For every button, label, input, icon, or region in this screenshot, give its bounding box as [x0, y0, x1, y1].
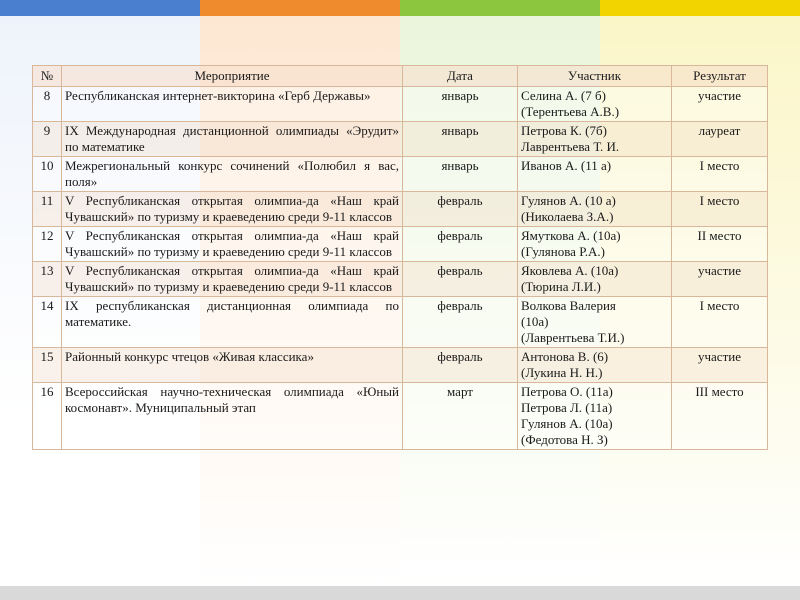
row-number: 11: [33, 192, 62, 227]
band-yellow: [600, 0, 800, 16]
header-number: №: [33, 66, 62, 87]
participant-line: Иванов А. (11 а): [521, 158, 612, 173]
band-green: [400, 0, 600, 16]
table-row: [33, 262, 768, 297]
row-date: январь: [403, 157, 518, 192]
row-event: IX республиканская дистанционная олимпиада по математике.: [62, 297, 403, 348]
row-event: V Республиканская открытая олимпиа-да «Наш край Чувашский» по туризму и краеведению среди 9-11 классов: [62, 262, 403, 297]
table-row: [33, 87, 768, 122]
top-color-band: [0, 0, 800, 16]
table-row: [33, 297, 768, 348]
row-event: V Республиканская открытая олимпиа-да «Наш край Чувашский» по туризму и краеведению среди 9-11 классов: [62, 192, 403, 227]
row-result: лауреат: [672, 122, 768, 157]
table-row: [33, 122, 768, 157]
bottom-bar: [0, 586, 800, 600]
row-number: 9: [33, 122, 62, 157]
table-row: [33, 227, 768, 262]
row-event: Межрегиональный конкурс сочинений «Полюбил я вас, поля»: [62, 157, 403, 192]
row-number: 13: [33, 262, 62, 297]
participant-line: Гулянов А. (10а): [521, 416, 613, 431]
row-participants: [518, 297, 672, 348]
row-result: участие: [672, 87, 768, 122]
band-orange: [200, 0, 400, 16]
participant-line: (Тюрина Л.И.): [521, 279, 601, 294]
header-date: Дата: [403, 66, 518, 87]
events-table: [32, 65, 768, 450]
row-event: Республиканская интернет-викторина «Герб Державы»: [62, 87, 403, 122]
row-number: 14: [33, 297, 62, 348]
participant-line: (Лаврентьева Т.И.): [521, 330, 625, 345]
row-number: 10: [33, 157, 62, 192]
participant-line: (Терентьева А.В.): [521, 104, 620, 119]
participant-line: Антонова В. (6): [521, 349, 609, 364]
row-date: февраль: [403, 192, 518, 227]
participant-line: Петрова О. (11а): [521, 384, 613, 399]
row-result: участие: [672, 262, 768, 297]
band-blue: [0, 0, 200, 16]
row-participants: [518, 383, 672, 450]
participant-line: (Лукина Н. Н.): [521, 365, 603, 380]
participant-line: Ямуткова А. (10а): [521, 228, 621, 243]
table-header-row: [33, 66, 768, 87]
row-date: февраль: [403, 297, 518, 348]
participant-line: Яковлева А. (10а): [521, 263, 619, 278]
row-date: февраль: [403, 262, 518, 297]
participant-line: (Николаева З.А.): [521, 209, 614, 224]
row-event: V Республиканская открытая олимпиа-да «Наш край Чувашский» по туризму и краеведению среди 9-11 классов: [62, 227, 403, 262]
participant-line: Лаврентьева Т. И.: [521, 139, 620, 154]
table-row: [33, 157, 768, 192]
row-participants: [518, 157, 672, 192]
row-event: Районный конкурс чтецов «Живая классика»: [62, 348, 403, 383]
participant-line: Петрова К. (7б): [521, 123, 607, 138]
row-number: 16: [33, 383, 62, 450]
row-result: участие: [672, 348, 768, 383]
header-participant: Участник: [518, 66, 672, 87]
row-participants: [518, 122, 672, 157]
participant-line: Селина А. (7 б): [521, 88, 606, 103]
row-event: Всероссийская научно-техническая олимпиада «Юный космонавт». Муниципальный этап: [62, 383, 403, 450]
row-participants: [518, 227, 672, 262]
header-event: Мероприятие: [62, 66, 403, 87]
row-date: февраль: [403, 348, 518, 383]
table-row: [33, 348, 768, 383]
row-number: 12: [33, 227, 62, 262]
row-result: I место: [672, 297, 768, 348]
row-participants: [518, 262, 672, 297]
table-body: [33, 87, 768, 450]
participant-line: Петрова Л. (11а): [521, 400, 613, 415]
row-result: II место: [672, 227, 768, 262]
row-date: март: [403, 383, 518, 450]
row-event: IX Международная дистанционной олимпиады «Эрудит» по математике: [62, 122, 403, 157]
row-participants: [518, 87, 672, 122]
table-row: [33, 192, 768, 227]
header-result: Результат: [672, 66, 768, 87]
row-result: III место: [672, 383, 768, 450]
row-result: I место: [672, 157, 768, 192]
row-date: январь: [403, 122, 518, 157]
row-number: 15: [33, 348, 62, 383]
table-row: [33, 383, 768, 450]
row-date: январь: [403, 87, 518, 122]
row-date: февраль: [403, 227, 518, 262]
row-result: I место: [672, 192, 768, 227]
participant-line: (Гулянова Р.А.): [521, 244, 606, 259]
participant-line: (Федотова Н. З): [521, 432, 608, 447]
row-number: 8: [33, 87, 62, 122]
participant-line: (10а): [521, 314, 549, 329]
row-participants: [518, 348, 672, 383]
participant-line: Волкова Валерия: [521, 298, 616, 313]
participant-line: Гулянов А. (10 а): [521, 193, 616, 208]
row-participants: [518, 192, 672, 227]
